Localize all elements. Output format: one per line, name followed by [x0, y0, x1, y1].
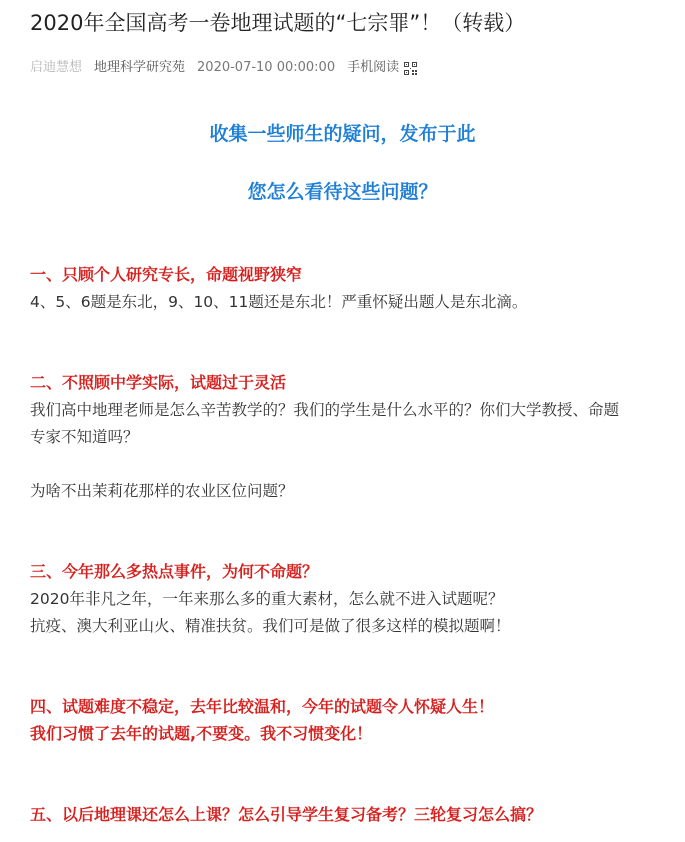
- section-2-line-1: 我们高中地理老师是怎么辛苦教学的？我们的学生是什么水平的？你们大学教授、命题: [30, 401, 620, 419]
- section-1-line-1: 4、5、6题是东北，9、10、11题还是东北！严重怀疑出题人是东北滴。: [30, 293, 528, 311]
- article-title: 2020年全国高考一卷地理试题的“七宗罪”！（转载）: [30, 11, 526, 35]
- section-heading-4-line-2: 我们习惯了去年的试题,不要变。我不习惯变化！: [30, 724, 373, 743]
- publish-date: 2020-07-10 00:00:00: [197, 60, 336, 75]
- section-heading-5: 五、以后地理课还怎么上课？怎么引导学生复习备考？三轮复习怎么搞？: [30, 805, 543, 824]
- section-heading-4: 四、试题难度不稳定，去年比较温和，今年的试题令人怀疑人生！: [30, 697, 495, 716]
- headline-question: 您怎么看待这些问题？: [247, 181, 438, 203]
- original-tag: 启迪慧想: [30, 60, 83, 75]
- section-heading-2: 二、不照顾中学实际，试题过于灵活: [30, 373, 287, 392]
- section-heading-1: 一、只顾个人研究专长，命题视野狭窄: [30, 265, 303, 284]
- section-3-line-2: 抗疫、澳大利亚山火、精准扶贫。我们可是做了很多这样的模拟题啊！: [30, 617, 511, 635]
- author-link[interactable]: 地理科学研究苑: [94, 60, 186, 75]
- mobile-read-link[interactable]: 手机阅读: [347, 60, 400, 75]
- section-3-line-1: 2020年非凡之年，一年来那么多的重大素材，怎么就不进入试题呢？: [30, 590, 504, 608]
- article-meta: [30, 58, 417, 78]
- qr-code-icon[interactable]: [404, 62, 417, 75]
- headline-collect: 收集一些师生的疑问，发布于此: [209, 123, 476, 145]
- section-2-line-3: 为啥不出茉莉花那样的农业区位问题？: [30, 482, 294, 500]
- section-2-line-2: 专家不知道吗？: [30, 428, 139, 446]
- section-heading-3: 三、今年那么多热点事件，为何不命题？: [30, 562, 319, 581]
